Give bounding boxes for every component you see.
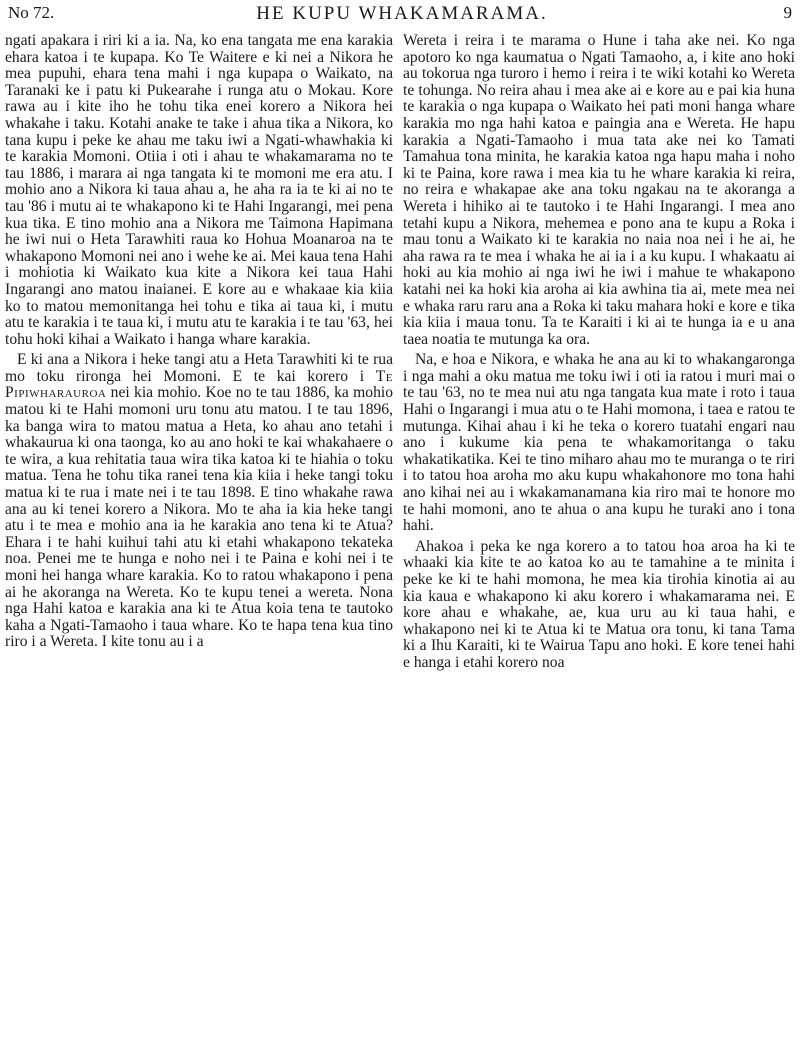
newspaper-name: Te Pipiwharauroa: [5, 367, 393, 402]
page-header: [8, 3, 796, 29]
right-paragraph-3: Ahakoa i peka ke nga korero a to tatou hoa aroa ha ki te whaaki kia kite te ao katoa ko au te tamahine a te minita i peke ke ki te hahi momona, he mea kia tirohia kinotia ai au kia kaua e whakapono ki aku korero i whakamarama nei. E kore ahau e whakahe, ae, kua uru au ki taua hahi, e whakapono nei ki te Atua ki te Matua ora tonu, ki tana Tama ki a Ihu Karaiti, ki te Wairua Tapu ano hoki. E kore tenei hahi e hanga i etahi korero noa: [403, 537, 795, 671]
right-column: [403, 33, 795, 672]
right-paragraph-1: Wereta i reira i te marama o Hune i taha ake nei. Ko nga apotoro ko nga kaumatua o Ngati Tamaoho, a, i kite ano hoki au tokorua nga turoro i hemo i reira i te wiki kotahi ko Wereta te tohunga. No reira ahau i mea ake ai e kore au e pai kia huna te karakia o nga kupapa o Waikato hei pati moni hanga whare karakia mo nga hahi katoa e paingia ana e Wereta. He hapu karakia a Ngati-Tamaoho i mua tata ake nei ko Tamati Tamahua tona minita, he karakia katoa nga hapu maha i noho ki te Paina, kore rawa i mea kia tu he whare karakia ki reira, no reira e whakapae ake ana toku ngakau na te akoranga a Wereta i hihiko ai te tautoko i te Hahi Ingarangi. I mea ano tetahi kupu a Nikora, mehemea e pono ana te kupu a Roka i mau tonu a Waikato ki te karakia no naia noa nei i he ai, he aha rawa ra te mea i whaka he ai ia i a ku kupu. I whakaatu ai hoki au kia mohio ai nga iwi he iwi i mahue te whakapono katahi nei ka hoki kia aroha ai kia awhina tia ai, mete mea nei e whaka raru raru ana a Roka ki taku mahara hoki e kore e tika kia kiia i maua tonu. Ta te Karaiti i ki ai te hunga ia e u ana taea noatia te mutunga ka ora.: [403, 32, 795, 348]
left-paragraph-2-rest: nei kia mohio. Koe no te tau 1886, ka mohio matou ki te Hahi momoni uru tonu atu matou. I te tau 1896, ka banga wira to matou matua a Heta, ko ahau ano tetahi i whakaurua ki ona taonga, ko au ano hoki te kai whakahaere o te wira, a kua rehitatia taua wira tika katoa ki te hiahia o toku matua. Tena he tohu tika ranei tena kia kiia i heke tangi toku matua ki te rua i mate nei i te tau 1898. E tino whakahe rawa ana au ki tenei korero a Nikora. Mo te aha ia kia heke tangi atu i te mea e mohio ana ia he karakia ano tena ki te Atua? Ehara i te hahi kuihui tahi atu ki etahi whakapono tekateka noa. Penei me te hunga e noho nei i te Paina e kohi nei i te moni hei hanga whare karakia. Ko to ratou whakapono i pena ai he akoranga na Wereta. Ko te kupu tenei a wereta. Nona nga Hahi katoa e karakia ana ki te Atua koia tena te tautoko kaha a Ngati-Tamaoho i taua whare. Ko te hapa tena kua tino riro i a Wereta. I kite tonu au i a: [5, 384, 393, 651]
left-paragraph-2: [5, 352, 393, 651]
left-paragraph-2-start: E ki ana a Nikora i heke tangi atu a Heta Tarawhiti ki te rua mo toku rironga hei Momoni. E te kai korero i: [5, 351, 393, 385]
issue-number: No 72.: [8, 3, 55, 22]
running-title: HE KUPU WHAKAMARAMA.: [256, 3, 548, 24]
page-number: 9: [783, 3, 792, 22]
left-paragraph-1: ngati apakara i riri ki a ia. Na, ko ena tangata me ena karakia ehara katoa i te kupapa. Ko Te Waitere e ki nei a Nikora he mea pupuhi, ehara tena mahi i nga kupapa o Waikato, na Taranaki ke i patu ki Pukearahe i runga atu o Mokau. Kore rawa au i kite iho he tohu tika enei korero a Nikora hei whakahe i taku. Kotahi anake te take i ahua tika a Nikora, ko tana kupu i peke ke ahau me taku iwi a Ngati-whawhakia ki te karakia Momoni. Otiia i oti i ahau te whakamarama no te tau 1886, i marara ai nga tangata ki te momoni me era atu. I mohio ano a Nikora ki taua ahau a, he aha ra ia te ki ai no te tau '86 i mutu ai te whakapono ki te Hahi Ingarangi, mei pena kua tika. E tino mohio ana a Nikora me Taimona Hapimana he iwi nui o Heta Tarawhiti raua ko Hohua Moanaroa na te whakapono Momoni nei ano i wehe ke ai. Mei kaua tena Hahi i mohiotia ki Waikato kua kite a Nikora kei taua Hahi Ingarangi ano matou inaianei. E kore au e whakaae kia kiia ko to matou memonitanga hei tohu e tika ai taua ki, i mutu atu te karakia i te taua ki, i mutu atu te karakia i te tau '63, hei tohu hoki kihai a Waikato i hanga whare karakia.: [5, 32, 393, 348]
right-paragraph-2: Na, e hoa e Nikora, e whaka he ana au ki to whakangaronga i nga mahi a oku matua me toku iwi i oti ia ratou i muri mai o te tau '63, no te mea nui atu nga tangata kua mate i roto i taua Hahi o Ingarangi i mua atu o te Hahi momona, i taea e ratou te mutunga. Kihai ahau i ki he teka o korero tuatahi engari nau ano i kukume kia pena te whakamoritanga o taku whakatikatika. Kei te tino miharo ahau mo te muranga o te riri i to tatou hoa aroha mo aku kupu whakahonore mo tona hahi ano kihai nei au i wkakamanamana kia riro mai te honore mo te hahi momoni, ano te ahua o ana kupu he turaki ano i tona hahi.: [403, 351, 795, 535]
left-column: [5, 33, 393, 651]
